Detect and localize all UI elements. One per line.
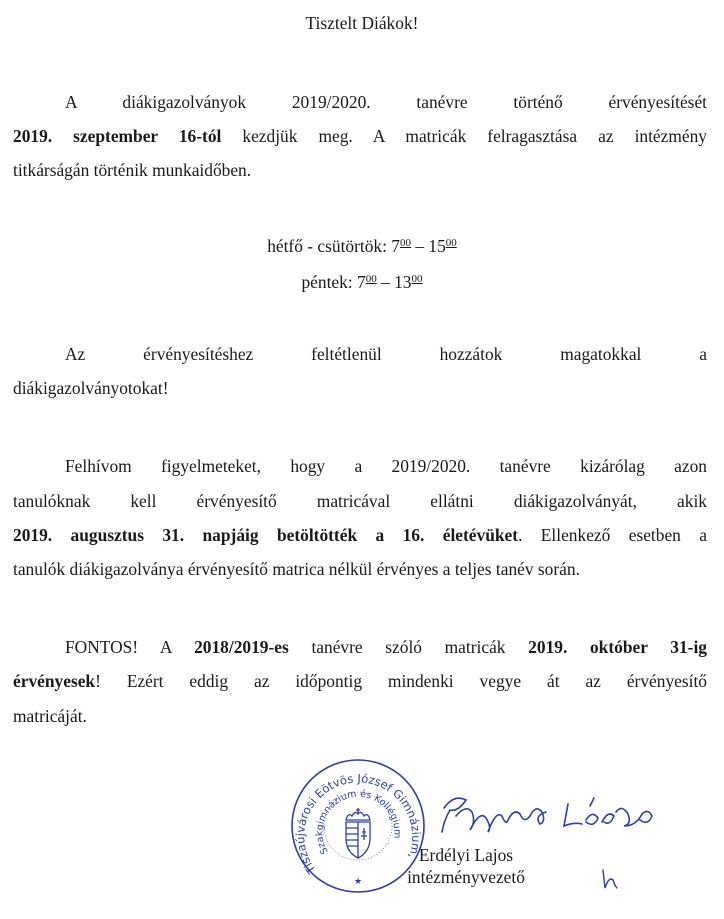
schedule-row-friday: péntek: $7^{00} - 13^{00}$ [301, 272, 423, 292]
paragraph-3-line-1: Felhívom figyelmeteket, hogy a 2019/2020. tanévre kizárólag azon [65, 456, 707, 476]
schedule-row-weekdays: hétfő - csütörtök: $7^{00} - 15^{00}$ [267, 236, 457, 256]
stamp-outer-text: Tiszaújvárosi Eötvös József Gimnázium, [293, 771, 424, 877]
star-icon: ★ [354, 877, 363, 887]
paragraph-3-line-2: tanulóknak kell érvényesítő matricával ellátni diákigazolványát, akik [13, 491, 707, 511]
stamp-inner-text: Szakgimnázium és Kollégium [314, 788, 403, 856]
signer-name: Erdélyi Lajos [418, 845, 514, 865]
paragraph-3-line-4: tanulók diákigazolványa érvényesítő matrica nélkül érvényes a teljes tanév során. [13, 559, 580, 579]
salutation: Tisztelt Diákok! [305, 13, 419, 33]
signer-title: intézményvezető [407, 867, 525, 887]
paragraph-1-line-2: 2019. szeptember 16-tól kezdjük meg. A matricák felragasztása az intézmény [13, 126, 708, 146]
paragraph-4-line-2: érvényesek! Ezért eddig az időpontig mindenki vegye át az érvényesítő [13, 671, 707, 691]
paragraph-4-line-1: FONTOS! A 2018/2019-es tanévre szóló matricák 2019. október 31-ig [65, 637, 707, 657]
handwritten-signature [436, 786, 666, 846]
paragraph-2-line-2: diákigazolványotokat! [13, 378, 169, 398]
paragraph-2-line-1: Az érvényesítéshez feltétlenül hozzátok magatokkal a [65, 344, 707, 364]
paragraph-4-line-3: matricáját. [13, 706, 87, 726]
validity-deadline: 2019. október 31-ig [528, 637, 707, 657]
age-deadline: 2019. augusztus 31. napjáig betöltötték a 16. életévüket [13, 525, 519, 545]
start-date: 2019. szeptember 16-tól [13, 126, 222, 146]
paragraph-1-line-1: A diákigazolványok 2019/2020. tanévre történő érvényesítését [65, 92, 707, 112]
paragraph-1-line-3: titkárságán történik munkaidőben. [13, 160, 252, 180]
paragraph-3-line-3: 2019. augusztus 31. napjáig betöltötték a 16. életévüket. Ellenkező esetben a [13, 525, 707, 545]
initial-mark-icon [599, 866, 621, 892]
